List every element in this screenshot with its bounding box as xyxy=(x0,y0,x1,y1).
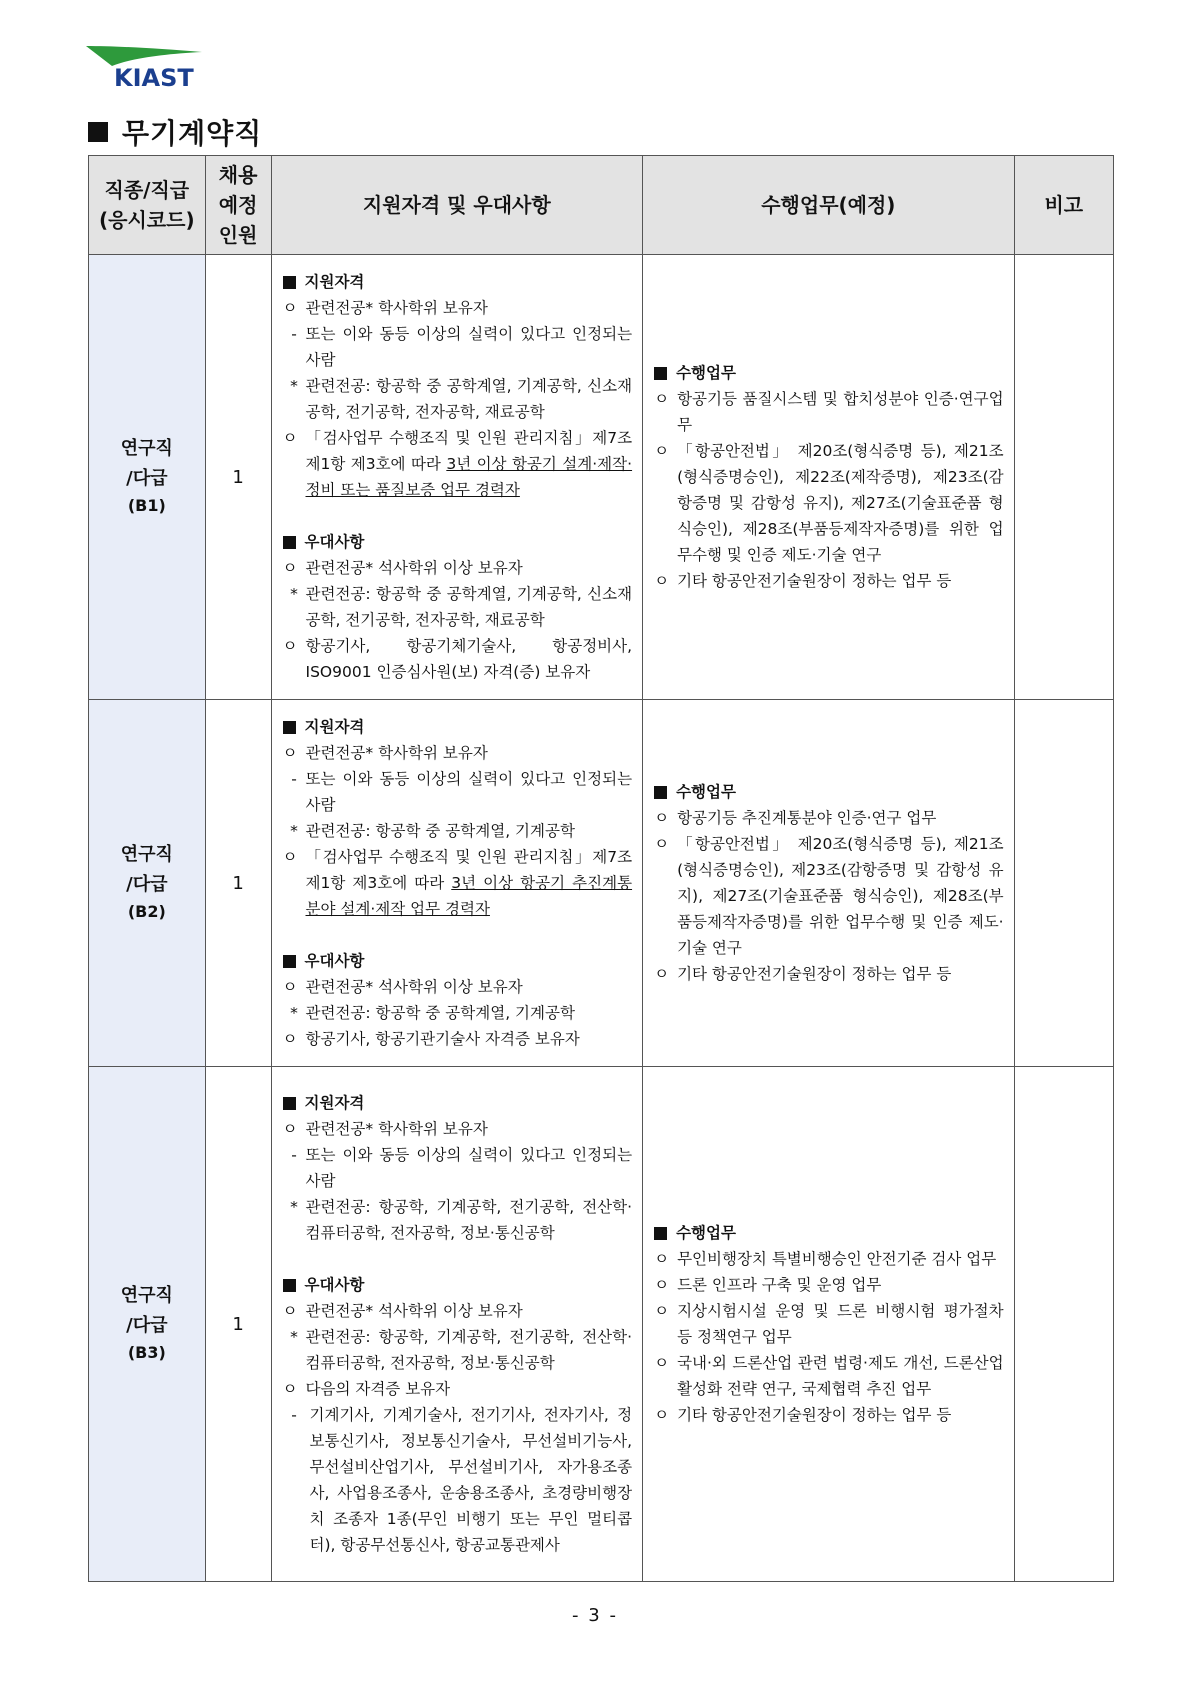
bullet-marker: ㅇ xyxy=(282,1380,298,1398)
list-item xyxy=(283,1142,633,1194)
list-item xyxy=(283,1116,633,1142)
list-item xyxy=(654,568,1004,594)
list-item-text xyxy=(677,1272,1004,1298)
item-text: 또는 이와 동등 이상의 실력이 있다고 인정되는 사람 xyxy=(305,1146,633,1190)
page-number: - 3 - xyxy=(572,1605,618,1626)
header-qualifications: 지원자격 및 우대사항 xyxy=(271,156,643,255)
logo-swoosh xyxy=(86,46,202,66)
item-text: 관련전공* 학사학위 보유자 xyxy=(305,299,488,317)
list-item xyxy=(283,373,633,425)
item-text: 관련전공* 석사학위 이상 보유자 xyxy=(305,559,523,577)
qualifications-cell xyxy=(271,1067,643,1582)
list-item xyxy=(283,295,633,321)
header-duties: 수행업무(예정) xyxy=(643,156,1015,255)
qualifications-cell xyxy=(271,255,643,700)
square-bullet-icon xyxy=(654,1227,667,1240)
bullet-marker: ㅇ xyxy=(282,637,298,655)
bullet-marker: * xyxy=(290,377,298,395)
section-heading xyxy=(654,779,1004,805)
list-item-text xyxy=(677,1402,1004,1428)
list-item xyxy=(283,555,633,581)
item-text: 관련전공* 석사학위 이상 보유자 xyxy=(305,978,523,996)
underlined-requirement: 3년 이상 항공기 설계·제작·정비 또는 품질보증 업무 경력자 xyxy=(305,455,633,499)
section-heading xyxy=(283,529,633,555)
bullet-marker: ㅇ xyxy=(282,1030,298,1048)
list-item xyxy=(283,1000,633,1026)
bullet-marker: ㅇ xyxy=(654,1406,670,1424)
item-text: 관련전공* 학사학위 보유자 xyxy=(305,1120,488,1138)
list-item-text xyxy=(306,1376,633,1402)
list-item xyxy=(654,961,1004,987)
list-item-text xyxy=(677,805,1004,831)
item-text: 항공기사, 항공기관기술사 자격증 보유자 xyxy=(305,1030,580,1048)
bullet-marker: ㅇ xyxy=(282,1302,298,1320)
bullet-marker: ㅇ xyxy=(282,848,298,866)
bullet-marker: ㅇ xyxy=(282,429,298,447)
item-text: 「항공안전법」 제20조(형식증명 등), 제21조(형식증명승인), 제22조(제작증명), 제23조(감항증명 및 감항성 유지), 제27조(기술표준품 형식승인), 제28조(부품등제작자증명)를 위한 업무수행 및 인증 제도·기술 연구 xyxy=(677,442,1004,564)
list-item-text xyxy=(306,555,633,581)
position-cell xyxy=(89,255,206,700)
square-bullet-icon xyxy=(283,1279,296,1292)
square-bullet-icon xyxy=(283,1097,296,1110)
header-remarks: 비고 xyxy=(1014,156,1113,255)
square-bullet-icon xyxy=(283,536,296,549)
bullet-marker: - xyxy=(291,770,297,788)
table-header-row xyxy=(89,156,1114,255)
section-heading xyxy=(654,1220,1004,1246)
item-text: 관련전공* 학사학위 보유자 xyxy=(305,744,488,762)
bullet-marker: ㅇ xyxy=(654,809,670,827)
section-heading-text: 우대사항 xyxy=(304,1276,365,1294)
section-heading xyxy=(283,1090,633,1116)
list-item xyxy=(283,844,633,922)
list-item xyxy=(654,1298,1004,1350)
item-text: 무인비행장치 특별비행승인 안전기준 검사 업무 xyxy=(677,1250,997,1268)
square-bullet-icon xyxy=(283,721,296,734)
section-heading-text: 수행업무 xyxy=(676,364,736,382)
list-item-text xyxy=(306,295,633,321)
list-item-text xyxy=(677,831,1004,961)
square-bullet-icon xyxy=(283,276,296,289)
list-item xyxy=(283,1324,633,1376)
item-text: 관련전공: 항공학 중 공학계열, 기계공학 xyxy=(305,822,575,840)
position-cell xyxy=(89,700,206,1067)
table-row xyxy=(89,255,1114,700)
list-item xyxy=(654,1350,1004,1402)
list-item xyxy=(283,766,633,818)
bullet-marker: - xyxy=(291,1146,297,1164)
item-text: 드론 인프라 구축 및 운영 업무 xyxy=(677,1276,882,1294)
item-text: 「검사업무 수행조직 및 인원 관리지침」제7조 제1항 제3호에 따라 xyxy=(305,429,633,473)
bullet-marker: ㅇ xyxy=(654,1250,670,1268)
list-item-text xyxy=(306,818,633,844)
remarks-cell xyxy=(1014,1067,1113,1582)
item-text: 또는 이와 동등 이상의 실력이 있다고 인정되는 사람 xyxy=(305,325,633,369)
section-heading-text: 수행업무 xyxy=(676,783,736,801)
bullet-marker: ㅇ xyxy=(654,572,670,590)
bullet-marker: - xyxy=(291,1406,297,1424)
spacer xyxy=(283,922,633,948)
section-heading xyxy=(283,714,633,740)
list-item-text xyxy=(306,740,633,766)
section-title xyxy=(88,112,262,152)
item-text: 항공기등 추진계통분야 인증·연구 업무 xyxy=(677,809,937,827)
item-text: 관련전공: 항공학 중 공학계열, 기계공학 xyxy=(305,1004,575,1022)
underlined-requirement: 3년 이상 항공기 추진계통분야 설계·제작 업무 경력자 xyxy=(305,874,633,918)
list-item-text xyxy=(677,386,1004,438)
kiast-logo xyxy=(84,40,214,96)
headcount-cell: 1 xyxy=(205,700,271,1067)
list-item-text xyxy=(306,425,633,503)
section-heading xyxy=(283,1272,633,1298)
list-item-text xyxy=(306,1142,633,1194)
list-item-text xyxy=(306,1324,633,1376)
list-item xyxy=(283,1376,633,1402)
list-item-text xyxy=(306,321,633,373)
exam-code: (B1) xyxy=(127,496,166,516)
item-text: 국내·외 드론산업 관련 법령·제도 개선, 드론산업 활성화 전략 연구, 국제협력 추진 업무 xyxy=(677,1354,1004,1398)
bullet-marker: * xyxy=(290,1004,298,1022)
section-title-text: 무기계약직 xyxy=(122,117,263,150)
list-item xyxy=(283,740,633,766)
section-heading-text: 우대사항 xyxy=(304,533,365,551)
qualifications-cell xyxy=(271,700,643,1067)
list-item xyxy=(283,321,633,373)
list-item xyxy=(654,438,1004,568)
item-text: 기타 항공안전기술원장이 정하는 업무 등 xyxy=(677,965,952,983)
list-item-text xyxy=(306,1026,633,1052)
item-text: 기타 항공안전기술원장이 정하는 업무 등 xyxy=(677,1406,952,1424)
list-item xyxy=(654,1246,1004,1272)
bullet-marker: - xyxy=(291,325,297,343)
square-bullet-icon xyxy=(654,367,667,380)
remarks-cell xyxy=(1014,255,1113,700)
logo-text: KIAST xyxy=(114,64,194,92)
item-text: 항공기사, 항공기체기술사, 항공정비사, ISO9001 인증심사원(보) 자격(증) 보유자 xyxy=(305,637,633,681)
position-name: 연구직 /다급 xyxy=(120,844,173,895)
list-item xyxy=(283,633,633,685)
section-heading-text: 수행업무 xyxy=(676,1224,736,1242)
duties-cell xyxy=(643,700,1015,1067)
recruitment-table xyxy=(88,155,1114,1582)
item-text: 기타 항공안전기술원장이 정하는 업무 등 xyxy=(677,572,952,590)
item-text: 항공기등 품질시스템 및 합치성분야 인증·연구업무 xyxy=(677,390,1004,434)
list-item-text xyxy=(677,1298,1004,1350)
bullet-marker: * xyxy=(290,1328,298,1346)
list-item xyxy=(283,974,633,1000)
table-row xyxy=(89,1067,1114,1582)
position-name: 연구직 /다급 xyxy=(120,438,173,489)
item-text: 지상시험시설 운영 및 드론 비행시험 평가절차 등 정책연구 업무 xyxy=(677,1302,1004,1346)
list-item xyxy=(283,1026,633,1052)
bullet-marker: ㅇ xyxy=(654,1302,670,1320)
list-item xyxy=(654,831,1004,961)
position-name: 연구직 /다급 xyxy=(120,1285,173,1336)
spacer xyxy=(283,1246,633,1272)
list-item xyxy=(283,581,633,633)
list-item-text xyxy=(677,961,1004,987)
remarks-cell xyxy=(1014,700,1113,1067)
item-text: 관련전공: 항공학, 기계공학, 전기공학, 전산학·컴퓨터공학, 전자공학, 정보·통신공학 xyxy=(305,1198,633,1242)
bullet-marker: ㅇ xyxy=(282,299,298,317)
square-bullet-icon xyxy=(283,955,296,968)
list-item-text xyxy=(306,974,633,1000)
item-text: 또는 이와 동등 이상의 실력이 있다고 인정되는 사람 xyxy=(305,770,633,814)
bullet-marker: ㅇ xyxy=(654,1354,670,1372)
duties-cell xyxy=(643,1067,1015,1582)
list-item-text xyxy=(306,766,633,818)
table-row xyxy=(89,700,1114,1067)
section-heading-text: 지원자격 xyxy=(304,273,365,291)
bullet-marker: * xyxy=(290,822,298,840)
list-item-text xyxy=(306,1194,633,1246)
section-heading-text: 지원자격 xyxy=(304,1094,365,1112)
header-headcount: 채용 예정 인원 xyxy=(205,156,271,255)
list-item-text xyxy=(306,1116,633,1142)
exam-code: (B3) xyxy=(127,1343,166,1363)
bullet-marker: ㅇ xyxy=(282,1120,298,1138)
list-item xyxy=(283,425,633,503)
list-item-text xyxy=(306,581,633,633)
bullet-marker: ㅇ xyxy=(654,442,670,460)
list-item-text xyxy=(306,633,633,685)
list-item xyxy=(283,1402,633,1558)
item-text: 기계기사, 기계기술사, 전기기사, 전자기사, 정보통신기사, 정보통신기술사, 무선설비기능사, 무선설비산업기사, 무선설비기사, 자가용조종사, 사업용조종사, 운송용조종사, 초경량비행장치 조종자 1종(무인 비행기 또는 무인 멀티콥터), 항공무선통신사, 항공교통관제사 xyxy=(309,1406,633,1554)
list-item xyxy=(654,1402,1004,1428)
list-item-text xyxy=(677,568,1004,594)
duties-cell xyxy=(643,255,1015,700)
item-text: 관련전공: 항공학, 기계공학, 전기공학, 전산학·컴퓨터공학, 전자공학, 정보·통신공학 xyxy=(305,1328,633,1372)
item-text: 「검사업무 수행조직 및 인원 관리지침」제7조 제1항 제3호에 따라 xyxy=(305,848,633,892)
exam-code: (B2) xyxy=(127,902,166,922)
list-item-text xyxy=(677,1350,1004,1402)
list-item xyxy=(654,386,1004,438)
list-item xyxy=(654,1272,1004,1298)
bullet-marker: ㅇ xyxy=(282,559,298,577)
headcount-cell: 1 xyxy=(205,255,271,700)
item-text: 「항공안전법」 제20조(형식증명 등), 제21조(형식증명승인), 제23조(감항증명 및 감항성 유지), 제27조(기술표준품 형식승인), 제28조(부품등제작자증명)를 위한 업무수행 및 인증 제도·기술 연구 xyxy=(677,835,1004,957)
list-item xyxy=(283,818,633,844)
list-item-text xyxy=(306,1402,633,1558)
list-item-text xyxy=(677,438,1004,568)
list-item-text xyxy=(306,373,633,425)
item-text: 관련전공: 항공학 중 공학계열, 기계공학, 신소재공학, 전기공학, 전자공학, 재료공학 xyxy=(305,585,633,629)
kiast-logo-graphic xyxy=(84,40,214,96)
list-item-text xyxy=(306,1000,633,1026)
section-heading-text: 지원자격 xyxy=(304,718,365,736)
bullet-marker: ㅇ xyxy=(282,978,298,996)
section-heading-text: 우대사항 xyxy=(304,952,365,970)
item-text: 관련전공: 항공학 중 공학계열, 기계공학, 신소재공학, 전기공학, 전자공학, 재료공학 xyxy=(305,377,633,421)
list-item-text xyxy=(677,1246,1004,1272)
square-bullet-icon xyxy=(88,122,108,142)
bullet-marker: ㅇ xyxy=(654,965,670,983)
header-position: 직종/직급 (응시코드) xyxy=(89,156,206,255)
headcount-cell: 1 xyxy=(205,1067,271,1582)
item-text: 다음의 자격증 보유자 xyxy=(305,1380,451,1398)
position-cell xyxy=(89,1067,206,1582)
bullet-marker: * xyxy=(290,585,298,603)
list-item-text xyxy=(306,1298,633,1324)
list-item xyxy=(283,1298,633,1324)
list-item xyxy=(283,1194,633,1246)
spacer xyxy=(283,503,633,529)
square-bullet-icon xyxy=(654,786,667,799)
bullet-marker: * xyxy=(290,1198,298,1216)
list-item-text xyxy=(306,844,633,922)
bullet-marker: ㅇ xyxy=(654,1276,670,1294)
list-item xyxy=(654,805,1004,831)
section-heading xyxy=(283,269,633,295)
bullet-marker: ㅇ xyxy=(654,835,670,853)
table-body xyxy=(89,255,1114,1582)
section-heading xyxy=(654,360,1004,386)
bullet-marker: ㅇ xyxy=(654,390,670,408)
section-heading xyxy=(283,948,633,974)
bullet-marker: ㅇ xyxy=(282,744,298,762)
item-text: 관련전공* 석사학위 이상 보유자 xyxy=(305,1302,523,1320)
